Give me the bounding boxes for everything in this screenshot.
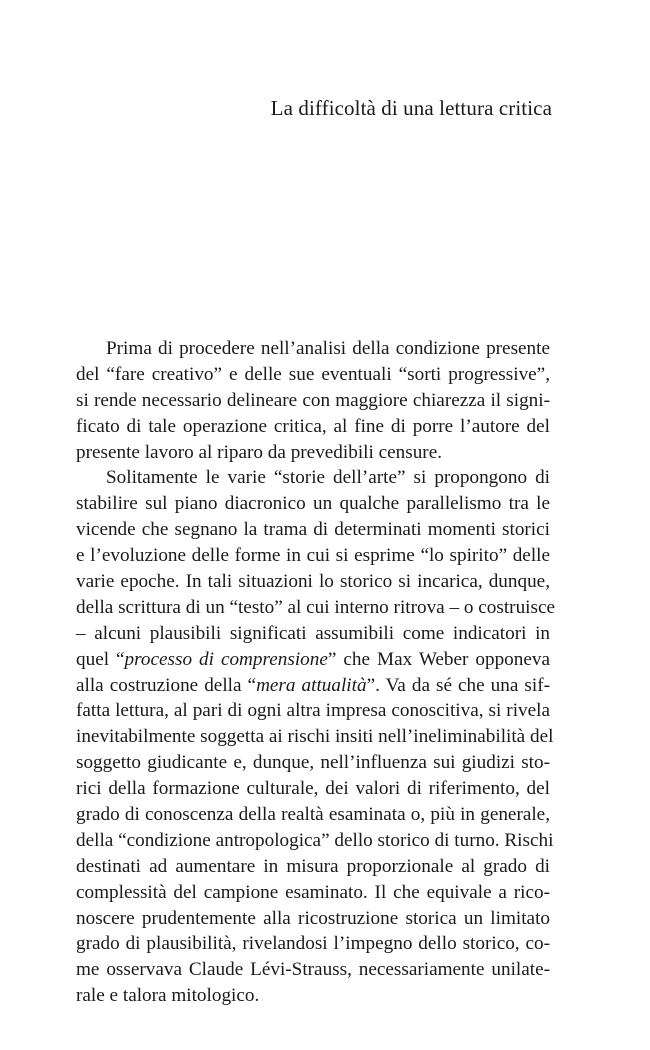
text-segment: ”. Va da sé che una sif- xyxy=(366,674,550,696)
text-line: grado di plausibilità, rivelandosi l’impegno dello storico, co- xyxy=(76,933,550,955)
text-line: inevitabilmente soggetta ai rischi insiti nell’ineliminabilità del xyxy=(76,726,554,748)
text-line: – alcuni plausibili significati assumibili come indicatori in xyxy=(76,622,550,644)
text-line: stabilire sul piano diacronico un qualche parallelismo tra le xyxy=(76,493,550,515)
text-segment: ” che Max Weber opponeva xyxy=(327,648,550,670)
text-line: fatta lettura, al pari di ogni altra impresa conoscitiva, si rivela xyxy=(76,700,550,722)
text-segment: alla costruzione della “ xyxy=(76,674,257,696)
paragraph xyxy=(76,465,555,1009)
text-line: Solitamente le varie “storie dell’arte” si propongono di xyxy=(106,467,550,489)
text-line: del “fare creativo” e delle sue eventuali “sorti progressive”, xyxy=(76,363,550,385)
text-line: grado di conoscenza della realtà esaminata o, più in generale, xyxy=(76,804,550,826)
chapter-title: La difficoltà di una lettura critica xyxy=(270,96,552,120)
text-line: rale e talora mitologico. xyxy=(76,985,260,1007)
text-line: presente lavoro al riparo da prevedibili censure. xyxy=(76,441,443,463)
body-text xyxy=(76,336,555,1009)
italic-phrase: processo di comprensione xyxy=(124,648,328,670)
text-line: della “condizione antropologica” dello storico di turno. Rischi xyxy=(76,829,554,851)
text-line: noscere prudentemente alla ricostruzione storica un limitato xyxy=(76,907,550,929)
text-line: Prima di procedere nell’analisi della condizione presente xyxy=(106,338,550,359)
text-line: della scrittura di un “testo” al cui interno ritrova – o costruisce xyxy=(76,596,555,618)
text-line xyxy=(76,673,550,699)
paragraph xyxy=(76,336,550,465)
text-line: destinati ad aumentare in misura proporzionale al grado di xyxy=(76,855,550,877)
text-line: me osservava Claude Lévi-Strauss, necessariamente unilate- xyxy=(76,959,550,981)
text-line: varie epoche. In tali situazioni lo storico si incarica, dunque, xyxy=(76,571,550,593)
text-line: ficato di tale operazione critica, al fine di porre l’autore del xyxy=(76,415,550,437)
text-line: e l’evoluzione delle forme in cui si esprime “lo spirito” delle xyxy=(76,545,550,567)
text-line: vicende che segnano la trama di determinati momenti storici xyxy=(76,519,550,541)
text-line xyxy=(76,647,550,673)
text-line: si rende necessario delineare con maggiore chiarezza il signi- xyxy=(76,389,550,411)
text-line: rici della formazione culturale, dei valori di riferimento, del xyxy=(76,778,550,800)
italic-phrase: mera attualità xyxy=(256,674,367,696)
text-segment: quel “ xyxy=(76,648,125,670)
text-line: soggetto giudicante e, dunque, nell’influenza sui giudizi sto- xyxy=(76,752,550,774)
text-line: complessità del campione esaminato. Il che equivale a rico- xyxy=(76,881,550,903)
